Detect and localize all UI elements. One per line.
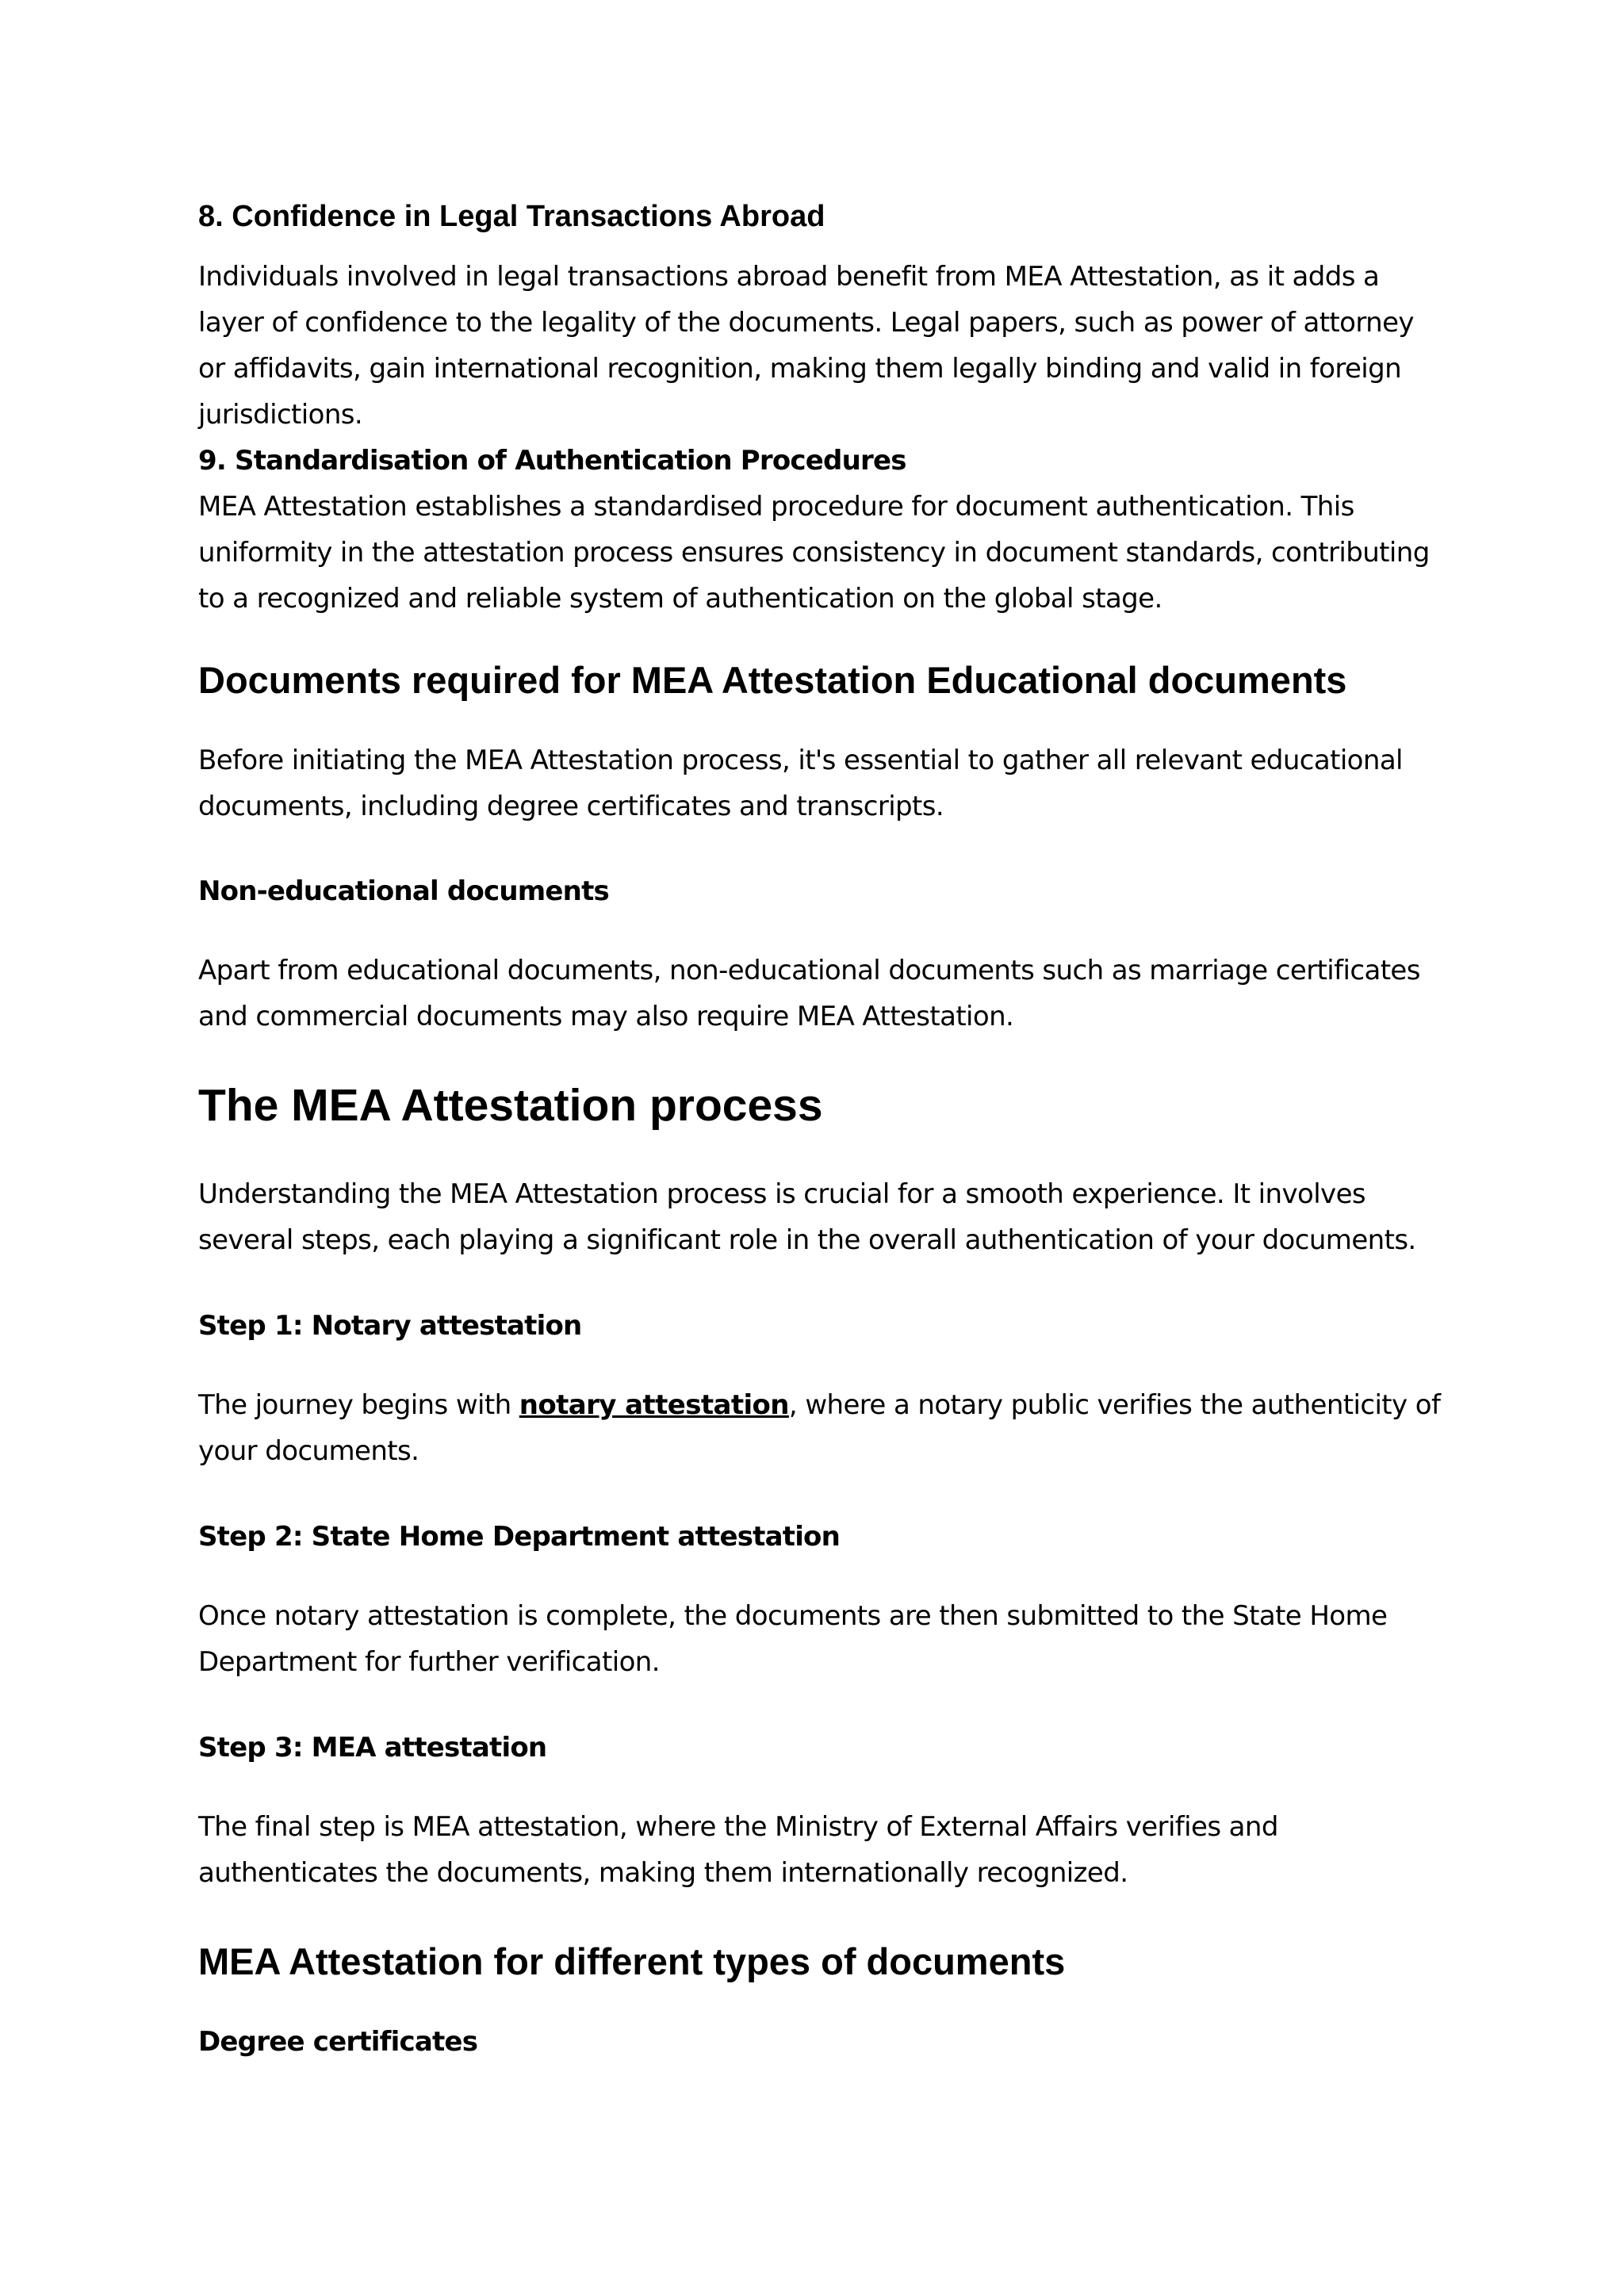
- notary-attestation-link[interactable]: notary attestation: [519, 1389, 789, 1421]
- process-line: Understanding the MEA Attestation process is crucial for a smooth experience. It involves: [198, 1178, 1366, 1210]
- documents-required-heading: Documents required for MEA Attestation Educational documents: [198, 659, 1347, 701]
- documents-required-line: Before initiating the MEA Attestation process, it's essential to gather all relevant educational: [198, 745, 1403, 776]
- section-9-line: MEA Attestation establishes a standardised procedure for document authentication. This: [198, 491, 1354, 523]
- step-3-line: The final step is MEA attestation, where the Ministry of External Affairs verifies and: [198, 1811, 1278, 1843]
- section-8-heading: 8. Confidence in Legal Transactions Abroad: [198, 200, 825, 233]
- step-1-heading: Step 1: Notary attestation: [198, 1310, 582, 1342]
- degree-certificates-heading: Degree certificates: [198, 2026, 478, 2058]
- step-3-line: authenticates the documents, making them internationally recognized.: [198, 1857, 1128, 1889]
- step-3-heading: Step 3: MEA attestation: [198, 1732, 547, 1764]
- step-1-line: [198, 1382, 1440, 1428]
- process-heading: The MEA Attestation process: [198, 1080, 823, 1131]
- step-1-line: your documents.: [198, 1435, 419, 1467]
- step-1-text-after: , where a notary public verifies the authenticity of: [788, 1389, 1441, 1421]
- section-8-line: layer of confidence to the legality of the documents. Legal papers, such as power of attorney: [198, 307, 1414, 339]
- non-educational-line: and commercial documents may also require MEA Attestation.: [198, 1001, 1014, 1032]
- step-1-text-before: The journey begins with: [198, 1389, 519, 1421]
- section-9-line: to a recognized and reliable system of authentication on the global stage.: [198, 583, 1162, 615]
- step-2-heading: Step 2: State Home Department attestation: [198, 1521, 841, 1553]
- document-types-heading: MEA Attestation for different types of documents: [198, 1940, 1066, 1982]
- step-2-line: Department for further verification.: [198, 1646, 660, 1678]
- section-8-line: jurisdictions.: [198, 399, 363, 431]
- section-9-line: uniformity in the attestation process ensures consistency in document standards, contributing: [198, 537, 1430, 569]
- documents-required-line: documents, including degree certificates and transcripts.: [198, 791, 944, 822]
- process-line: several steps, each playing a significant role in the overall authentication of your documents.: [198, 1224, 1416, 1256]
- non-educational-heading: Non-educational documents: [198, 875, 609, 907]
- section-9-heading: 9. Standardisation of Authentication Procedures: [198, 445, 906, 477]
- section-8-line: Individuals involved in legal transactions abroad benefit from MEA Attestation, as it adds a: [198, 261, 1380, 293]
- non-educational-line: Apart from educational documents, non-educational documents such as marriage certificates: [198, 955, 1420, 986]
- step-2-line: Once notary attestation is complete, the documents are then submitted to the State Home: [198, 1600, 1388, 1632]
- section-8-line: or affidavits, gain international recognition, making them legally binding and valid in foreign: [198, 353, 1402, 385]
